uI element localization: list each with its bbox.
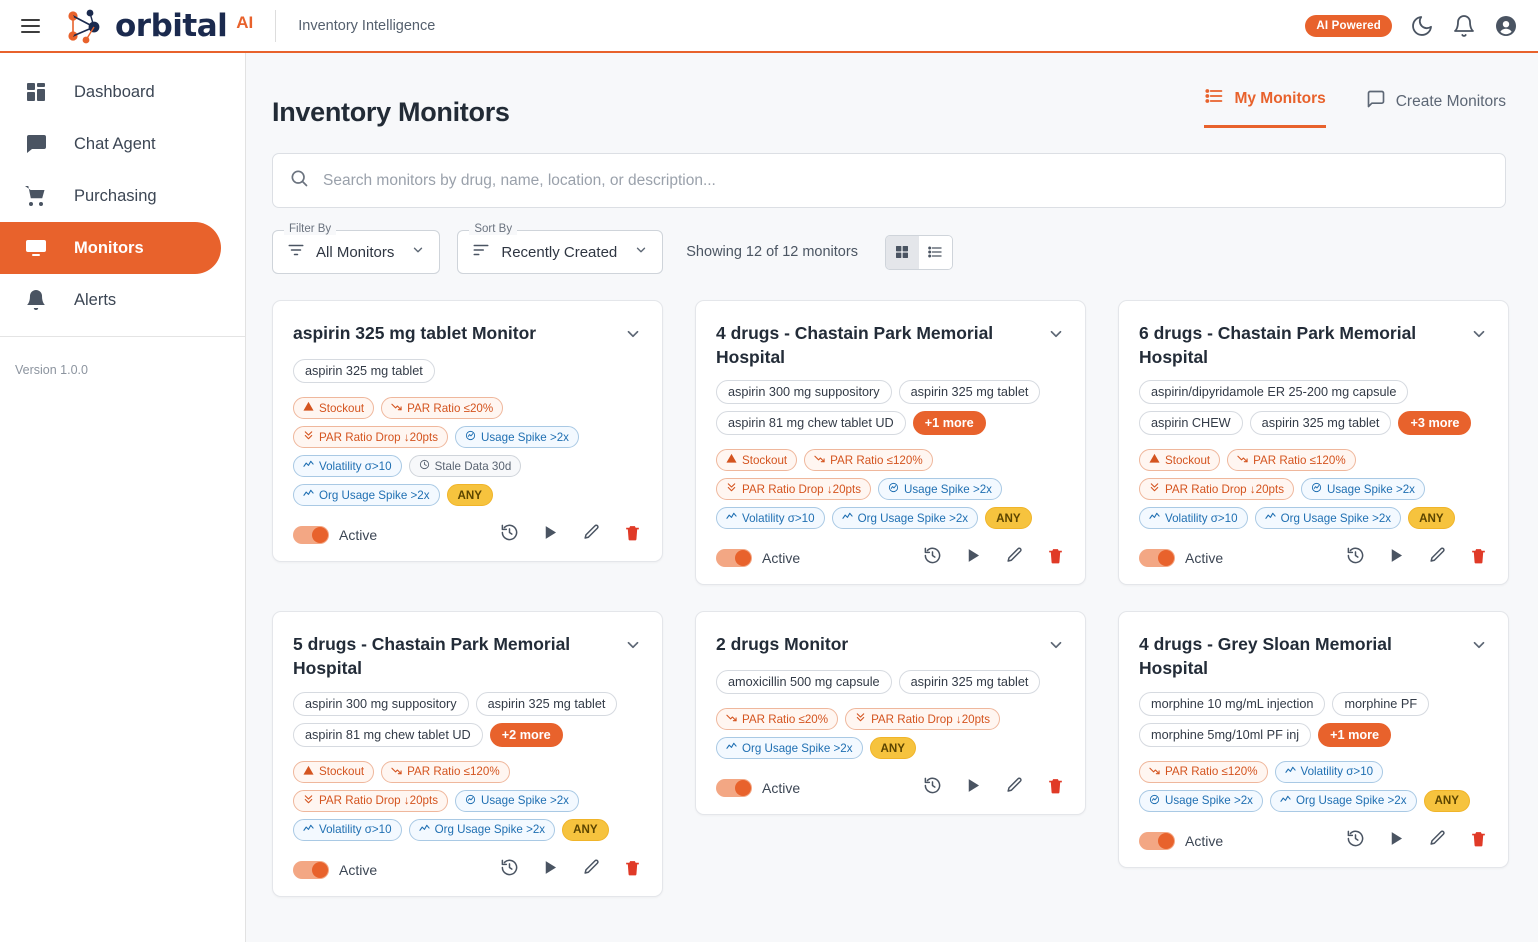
condition-chip: [1301, 478, 1425, 500]
history-icon[interactable]: [1346, 546, 1365, 570]
delete-icon[interactable]: [1046, 546, 1065, 570]
condition-chip: [716, 507, 825, 529]
wave-icon: [842, 511, 853, 525]
condition-chip: [1139, 478, 1294, 500]
main-content: [246, 53, 1538, 942]
delete-icon[interactable]: [623, 523, 642, 547]
sidebar-item-purchasing[interactable]: [0, 170, 245, 222]
edit-icon[interactable]: [582, 858, 601, 882]
condition-chip: [293, 790, 448, 812]
condition-chip-list: [1139, 761, 1488, 812]
double-down-icon: [1149, 482, 1160, 496]
sidebar-item-alerts[interactable]: [0, 274, 245, 326]
search-icon: [289, 168, 309, 193]
chevron-down-icon[interactable]: [1470, 325, 1488, 348]
condition-label: PAR Ratio ≤120%: [830, 453, 923, 467]
condition-label: Stockout: [1165, 453, 1211, 467]
clock-icon: [419, 459, 430, 473]
spike-icon: [1311, 482, 1322, 496]
condition-chip: [562, 819, 608, 841]
drug-chip[interactable]: aspirin 300 mg suppository: [293, 692, 469, 716]
trend-down-icon: [814, 453, 825, 467]
spike-icon: [465, 430, 476, 444]
status-label: Active: [762, 780, 801, 797]
monitor-card-header: [716, 632, 1065, 659]
wave-icon: [1285, 765, 1296, 779]
sidebar-item-label: Dashboard: [74, 82, 155, 101]
version-label: Version 1.0.0: [15, 363, 88, 377]
monitor-icon: [24, 236, 48, 260]
spike-icon: [1149, 794, 1160, 808]
condition-label: Volatility σ>10: [742, 511, 815, 525]
condition-chip: [293, 426, 448, 448]
condition-label: Usage Spike >2x: [1327, 482, 1415, 496]
condition-chip: [455, 790, 579, 812]
filter-by-label: Filter By: [284, 223, 336, 235]
monitor-actions: [500, 523, 642, 547]
run-icon[interactable]: [964, 776, 983, 800]
wave-icon: [419, 823, 430, 837]
tab-create-monitors[interactable]: [1366, 89, 1506, 128]
drug-chip[interactable]: aspirin 325 mg tablet: [1250, 411, 1392, 435]
history-icon[interactable]: [923, 776, 942, 800]
divider: [275, 10, 276, 42]
double-down-icon: [726, 482, 737, 496]
condition-label: Volatility σ>10: [1300, 765, 1374, 779]
drug-chip[interactable]: amoxicillin 500 mg capsule: [716, 670, 892, 694]
status-label: Active: [1185, 550, 1224, 567]
sidebar-item-label: Purchasing: [74, 186, 157, 205]
condition-chip: [1227, 449, 1356, 471]
monitor-title: 5 drugs - Chastain Park Memorial Hospital: [293, 634, 571, 679]
condition-chip: [1270, 790, 1417, 812]
list-icon: [1204, 86, 1224, 111]
sidebar: [0, 53, 246, 942]
monitor-title: 6 drugs - Chastain Park Memorial Hospital: [1139, 323, 1417, 368]
chevron-down-icon: [411, 243, 425, 262]
chat-icon: [24, 132, 48, 156]
condition-label: Org Usage Spike >2x: [1280, 511, 1392, 525]
drug-chip-list: [716, 380, 1065, 435]
delete-icon[interactable]: [1046, 776, 1065, 800]
monitor-card-footer: [716, 546, 1065, 570]
moon-icon[interactable]: [1410, 14, 1434, 38]
chevron-down-icon[interactable]: [1470, 636, 1488, 659]
monitor-card-footer: [1139, 829, 1488, 853]
condition-label: Usage Spike >2x: [1165, 794, 1253, 808]
drug-chip-list: [293, 692, 642, 747]
monitor-card-footer: [293, 858, 642, 882]
wave-icon: [303, 488, 314, 502]
condition-chip: [1139, 761, 1268, 783]
monitor-card[interactable]: [695, 300, 1086, 585]
monitor-title: 2 drugs Monitor: [716, 634, 849, 655]
condition-chip: [716, 449, 797, 471]
condition-label: Volatility σ>10: [319, 823, 392, 837]
warning-icon: [726, 453, 737, 467]
account-icon[interactable]: [1494, 14, 1518, 38]
search-input[interactable]: [323, 172, 1489, 190]
monitor-card-header: [293, 321, 642, 348]
drug-chip[interactable]: morphine 5mg/10ml PF inj: [1139, 723, 1311, 747]
wave-icon: [1265, 511, 1276, 525]
more-drugs-chip[interactable]: +2 more: [490, 723, 563, 747]
condition-chip: [985, 507, 1031, 529]
filter-icon: [287, 241, 305, 264]
active-toggle[interactable]: [293, 526, 329, 544]
trend-down-icon: [726, 712, 737, 726]
monitor-title: aspirin 325 mg tablet Monitor: [293, 323, 537, 343]
condition-chip: [716, 708, 838, 730]
condition-label: Org Usage Spike >2x: [1295, 794, 1407, 808]
message-icon: [1366, 89, 1386, 114]
page-tabs: [1204, 86, 1506, 128]
status-label: Active: [762, 550, 801, 567]
condition-label: Org Usage Spike >2x: [319, 488, 430, 502]
condition-label: Usage Spike >2x: [481, 430, 569, 444]
drug-chip[interactable]: aspirin CHEW: [1139, 411, 1243, 435]
drug-chip-list: [1139, 380, 1488, 435]
chevron-down-icon: [634, 243, 648, 262]
cart-icon: [24, 184, 48, 208]
condition-chip: [293, 819, 402, 841]
delete-icon[interactable]: [1469, 829, 1488, 853]
condition-chip: [1408, 507, 1454, 529]
trend-down-icon: [1237, 453, 1248, 467]
edit-icon[interactable]: [582, 523, 601, 547]
condition-label: PAR Ratio Drop ↓20pts: [871, 712, 991, 726]
run-icon[interactable]: [964, 546, 983, 570]
condition-chip: [845, 708, 1000, 730]
sort-icon: [472, 241, 490, 264]
more-drugs-chip[interactable]: +1 more: [913, 411, 986, 435]
filter-by-select[interactable]: [272, 223, 440, 274]
condition-label: Volatility σ>10: [319, 459, 392, 473]
condition-label: PAR Ratio ≤120%: [1165, 765, 1258, 779]
condition-label: ANY: [996, 511, 1021, 525]
condition-label: Org Usage Spike >2x: [857, 511, 969, 525]
condition-label: ANY: [1434, 794, 1459, 808]
ai-powered-badge: AI Powered: [1305, 15, 1392, 37]
more-drugs-chip[interactable]: +3 more: [1398, 411, 1471, 435]
menu-toggle-icon[interactable]: [8, 0, 52, 52]
sidebar-item-chat-agent[interactable]: [0, 118, 245, 170]
spike-icon: [888, 482, 899, 496]
sidebar-item-dashboard[interactable]: [0, 66, 245, 118]
drug-chip[interactable]: aspirin/dipyridamole ER 25-200 mg capsule: [1139, 380, 1408, 404]
orbital-logo-icon: [64, 7, 108, 45]
sidebar-item-label: Chat Agent: [74, 134, 156, 153]
tab-label: My Monitors: [1234, 89, 1326, 107]
condition-label: ANY: [573, 823, 598, 837]
history-icon[interactable]: [923, 546, 942, 570]
grid-view-icon[interactable]: [886, 236, 919, 269]
monitor-title: 4 drugs - Grey Sloan Memorial Hospital: [1139, 634, 1392, 679]
drug-chip-list: [1139, 692, 1488, 747]
condition-label: Org Usage Spike >2x: [742, 741, 853, 755]
sort-by-select[interactable]: [457, 223, 663, 274]
sidebar-item-label: Alerts: [74, 290, 117, 309]
drug-chip[interactable]: aspirin 81 mg chew tablet UD: [293, 723, 483, 747]
condition-chip: [455, 426, 579, 448]
tab-label: Create Monitors: [1395, 92, 1506, 110]
monitor-actions: [923, 546, 1065, 570]
condition-chip: [409, 455, 522, 477]
chevron-down-icon[interactable]: [624, 636, 642, 659]
double-down-icon: [855, 712, 866, 726]
filter-by-value: All Monitors: [316, 243, 395, 261]
monitor-card[interactable]: [272, 611, 663, 896]
condition-chip: [293, 484, 440, 506]
condition-label: ANY: [880, 741, 906, 755]
trend-down-icon: [1149, 765, 1160, 779]
filter-row: [272, 223, 1506, 274]
condition-label: ANY: [1419, 511, 1444, 525]
condition-label: PAR Ratio Drop ↓20pts: [742, 482, 861, 496]
condition-chip-list: [293, 761, 642, 841]
list-view-icon[interactable]: [919, 236, 952, 269]
run-icon[interactable]: [541, 858, 560, 882]
condition-label: Stockout: [319, 401, 365, 415]
monitor-title: 4 drugs - Chastain Park Memorial Hospital: [716, 323, 994, 368]
monitor-card-header: [1139, 321, 1488, 369]
monitor-card-footer: [716, 776, 1065, 800]
condition-chip: [1139, 790, 1263, 812]
condition-chip: [1424, 790, 1470, 812]
trend-down-icon: [391, 401, 402, 415]
spike-icon: [465, 794, 476, 808]
wave-icon: [303, 823, 314, 837]
monitor-actions: [1346, 546, 1488, 570]
page-header: [246, 53, 1538, 128]
condition-label: PAR Ratio Drop ↓20pts: [1165, 482, 1284, 496]
monitor-actions: [1346, 829, 1488, 853]
sort-by-label: Sort By: [469, 223, 517, 235]
bell-icon[interactable]: [1452, 14, 1476, 38]
condition-chip: [716, 737, 863, 759]
status-label: Active: [339, 861, 378, 878]
wave-icon: [726, 511, 737, 525]
condition-chip: [1275, 761, 1384, 783]
brand-suffix: AI: [236, 12, 254, 32]
condition-chip-list: [716, 708, 1065, 759]
drug-chip[interactable]: aspirin 325 mg tablet: [476, 692, 618, 716]
edit-icon[interactable]: [1428, 829, 1447, 853]
top-bar: [0, 0, 1538, 53]
delete-icon[interactable]: [623, 858, 642, 882]
topbar-actions: [1305, 14, 1538, 38]
condition-label: PAR Ratio Drop ↓20pts: [319, 794, 438, 808]
status-label: Active: [1185, 832, 1224, 849]
monitor-card-footer: [293, 523, 642, 547]
monitor-card-footer: [1139, 546, 1488, 570]
chevron-down-icon[interactable]: [1047, 325, 1065, 348]
condition-label: PAR Ratio Drop ↓20pts: [319, 430, 438, 444]
drug-chip[interactable]: aspirin 325 mg tablet: [899, 380, 1041, 404]
drug-chip[interactable]: morphine PF: [1332, 692, 1429, 716]
chevron-down-icon[interactable]: [1047, 636, 1065, 659]
condition-chip: [870, 737, 916, 759]
monitor-card[interactable]: [695, 611, 1086, 815]
chevron-down-icon[interactable]: [624, 325, 642, 348]
wave-icon: [303, 459, 314, 473]
history-icon[interactable]: [500, 523, 519, 547]
double-down-icon: [303, 794, 314, 808]
drug-chip-list: [716, 670, 1065, 694]
delete-icon[interactable]: [1469, 546, 1488, 570]
monitor-card-header: [1139, 632, 1488, 680]
double-down-icon: [303, 430, 314, 444]
condition-chip-list: [293, 397, 642, 506]
active-toggle[interactable]: [716, 779, 752, 797]
condition-chip: [447, 484, 493, 506]
monitor-card-grid: [272, 300, 1538, 897]
condition-label: Stockout: [742, 453, 788, 467]
bell-icon: [24, 288, 48, 312]
app-subtitle: Inventory Intelligence: [298, 17, 436, 34]
condition-chip-list: [1139, 449, 1488, 529]
drug-chip[interactable]: aspirin 300 mg suppository: [716, 380, 892, 404]
drug-chip[interactable]: aspirin 81 mg chew tablet UD: [716, 411, 906, 435]
brand-name: orbital: [115, 7, 228, 44]
active-toggle[interactable]: [1139, 832, 1175, 850]
run-icon[interactable]: [1387, 829, 1406, 853]
drug-chip-list: [293, 359, 642, 383]
condition-label: PAR Ratio ≤120%: [1253, 453, 1346, 467]
condition-chip: [409, 819, 556, 841]
trend-down-icon: [391, 765, 402, 779]
wave-icon: [1149, 511, 1160, 525]
monitor-card[interactable]: [1118, 300, 1509, 585]
sidebar-item-monitors[interactable]: [0, 222, 221, 274]
condition-label: Usage Spike >2x: [904, 482, 992, 496]
condition-label: ANY: [457, 488, 483, 502]
condition-chip: [381, 761, 510, 783]
condition-chip: [293, 455, 402, 477]
condition-chip: [804, 449, 933, 471]
condition-chip: [832, 507, 979, 529]
condition-label: PAR Ratio ≤20%: [407, 401, 494, 415]
warning-icon: [303, 401, 314, 415]
dashboard-icon: [24, 80, 48, 104]
condition-label: Org Usage Spike >2x: [434, 823, 546, 837]
warning-icon: [303, 765, 314, 779]
wave-icon: [726, 741, 737, 755]
monitor-card-header: [716, 321, 1065, 369]
condition-chip: [293, 761, 374, 783]
sort-by-value: Recently Created: [501, 243, 618, 261]
edit-icon[interactable]: [1005, 546, 1024, 570]
wave-icon: [1280, 794, 1291, 808]
monitor-actions: [923, 776, 1065, 800]
history-icon[interactable]: [500, 858, 519, 882]
search-bar[interactable]: [272, 153, 1506, 208]
condition-label: Usage Spike >2x: [481, 794, 569, 808]
monitor-card-header: [293, 632, 642, 680]
monitor-card[interactable]: [1118, 611, 1509, 867]
edit-icon[interactable]: [1005, 776, 1024, 800]
active-toggle[interactable]: [1139, 549, 1175, 567]
condition-chip: [1139, 507, 1248, 529]
history-icon[interactable]: [1346, 829, 1365, 853]
condition-chip: [381, 397, 503, 419]
condition-label: PAR Ratio ≤20%: [742, 712, 829, 726]
monitor-card[interactable]: [272, 300, 663, 562]
drug-chip[interactable]: morphine 10 mg/mL injection: [1139, 692, 1325, 716]
condition-label: PAR Ratio ≤120%: [407, 765, 500, 779]
brand-logo[interactable]: [64, 7, 253, 45]
edit-icon[interactable]: [1428, 546, 1447, 570]
condition-label: Stockout: [319, 765, 365, 779]
more-drugs-chip[interactable]: +1 more: [1318, 723, 1391, 747]
condition-chip: [878, 478, 1002, 500]
condition-chip: [716, 478, 871, 500]
view-toggle: [885, 235, 953, 270]
warning-icon: [1149, 453, 1160, 467]
condition-chip-list: [716, 449, 1065, 529]
condition-chip: [1255, 507, 1402, 529]
condition-chip: [293, 397, 374, 419]
tab-my-monitors[interactable]: [1204, 86, 1325, 128]
condition-label: Stale Data 30d: [434, 459, 512, 473]
condition-label: Volatility σ>10: [1165, 511, 1238, 525]
active-toggle[interactable]: [716, 549, 752, 567]
drug-chip[interactable]: aspirin 325 mg tablet: [899, 670, 1041, 694]
run-icon[interactable]: [1387, 546, 1406, 570]
results-count: Showing 12 of 12 monitors: [686, 244, 858, 260]
active-toggle[interactable]: [293, 861, 329, 879]
run-icon[interactable]: [541, 523, 560, 547]
drug-chip[interactable]: aspirin 325 mg tablet: [293, 359, 435, 383]
sidebar-item-label: Monitors: [74, 238, 144, 257]
monitor-actions: [500, 858, 642, 882]
condition-chip: [1139, 449, 1220, 471]
status-label: Active: [339, 527, 378, 543]
page-title: Inventory Monitors: [272, 97, 510, 127]
